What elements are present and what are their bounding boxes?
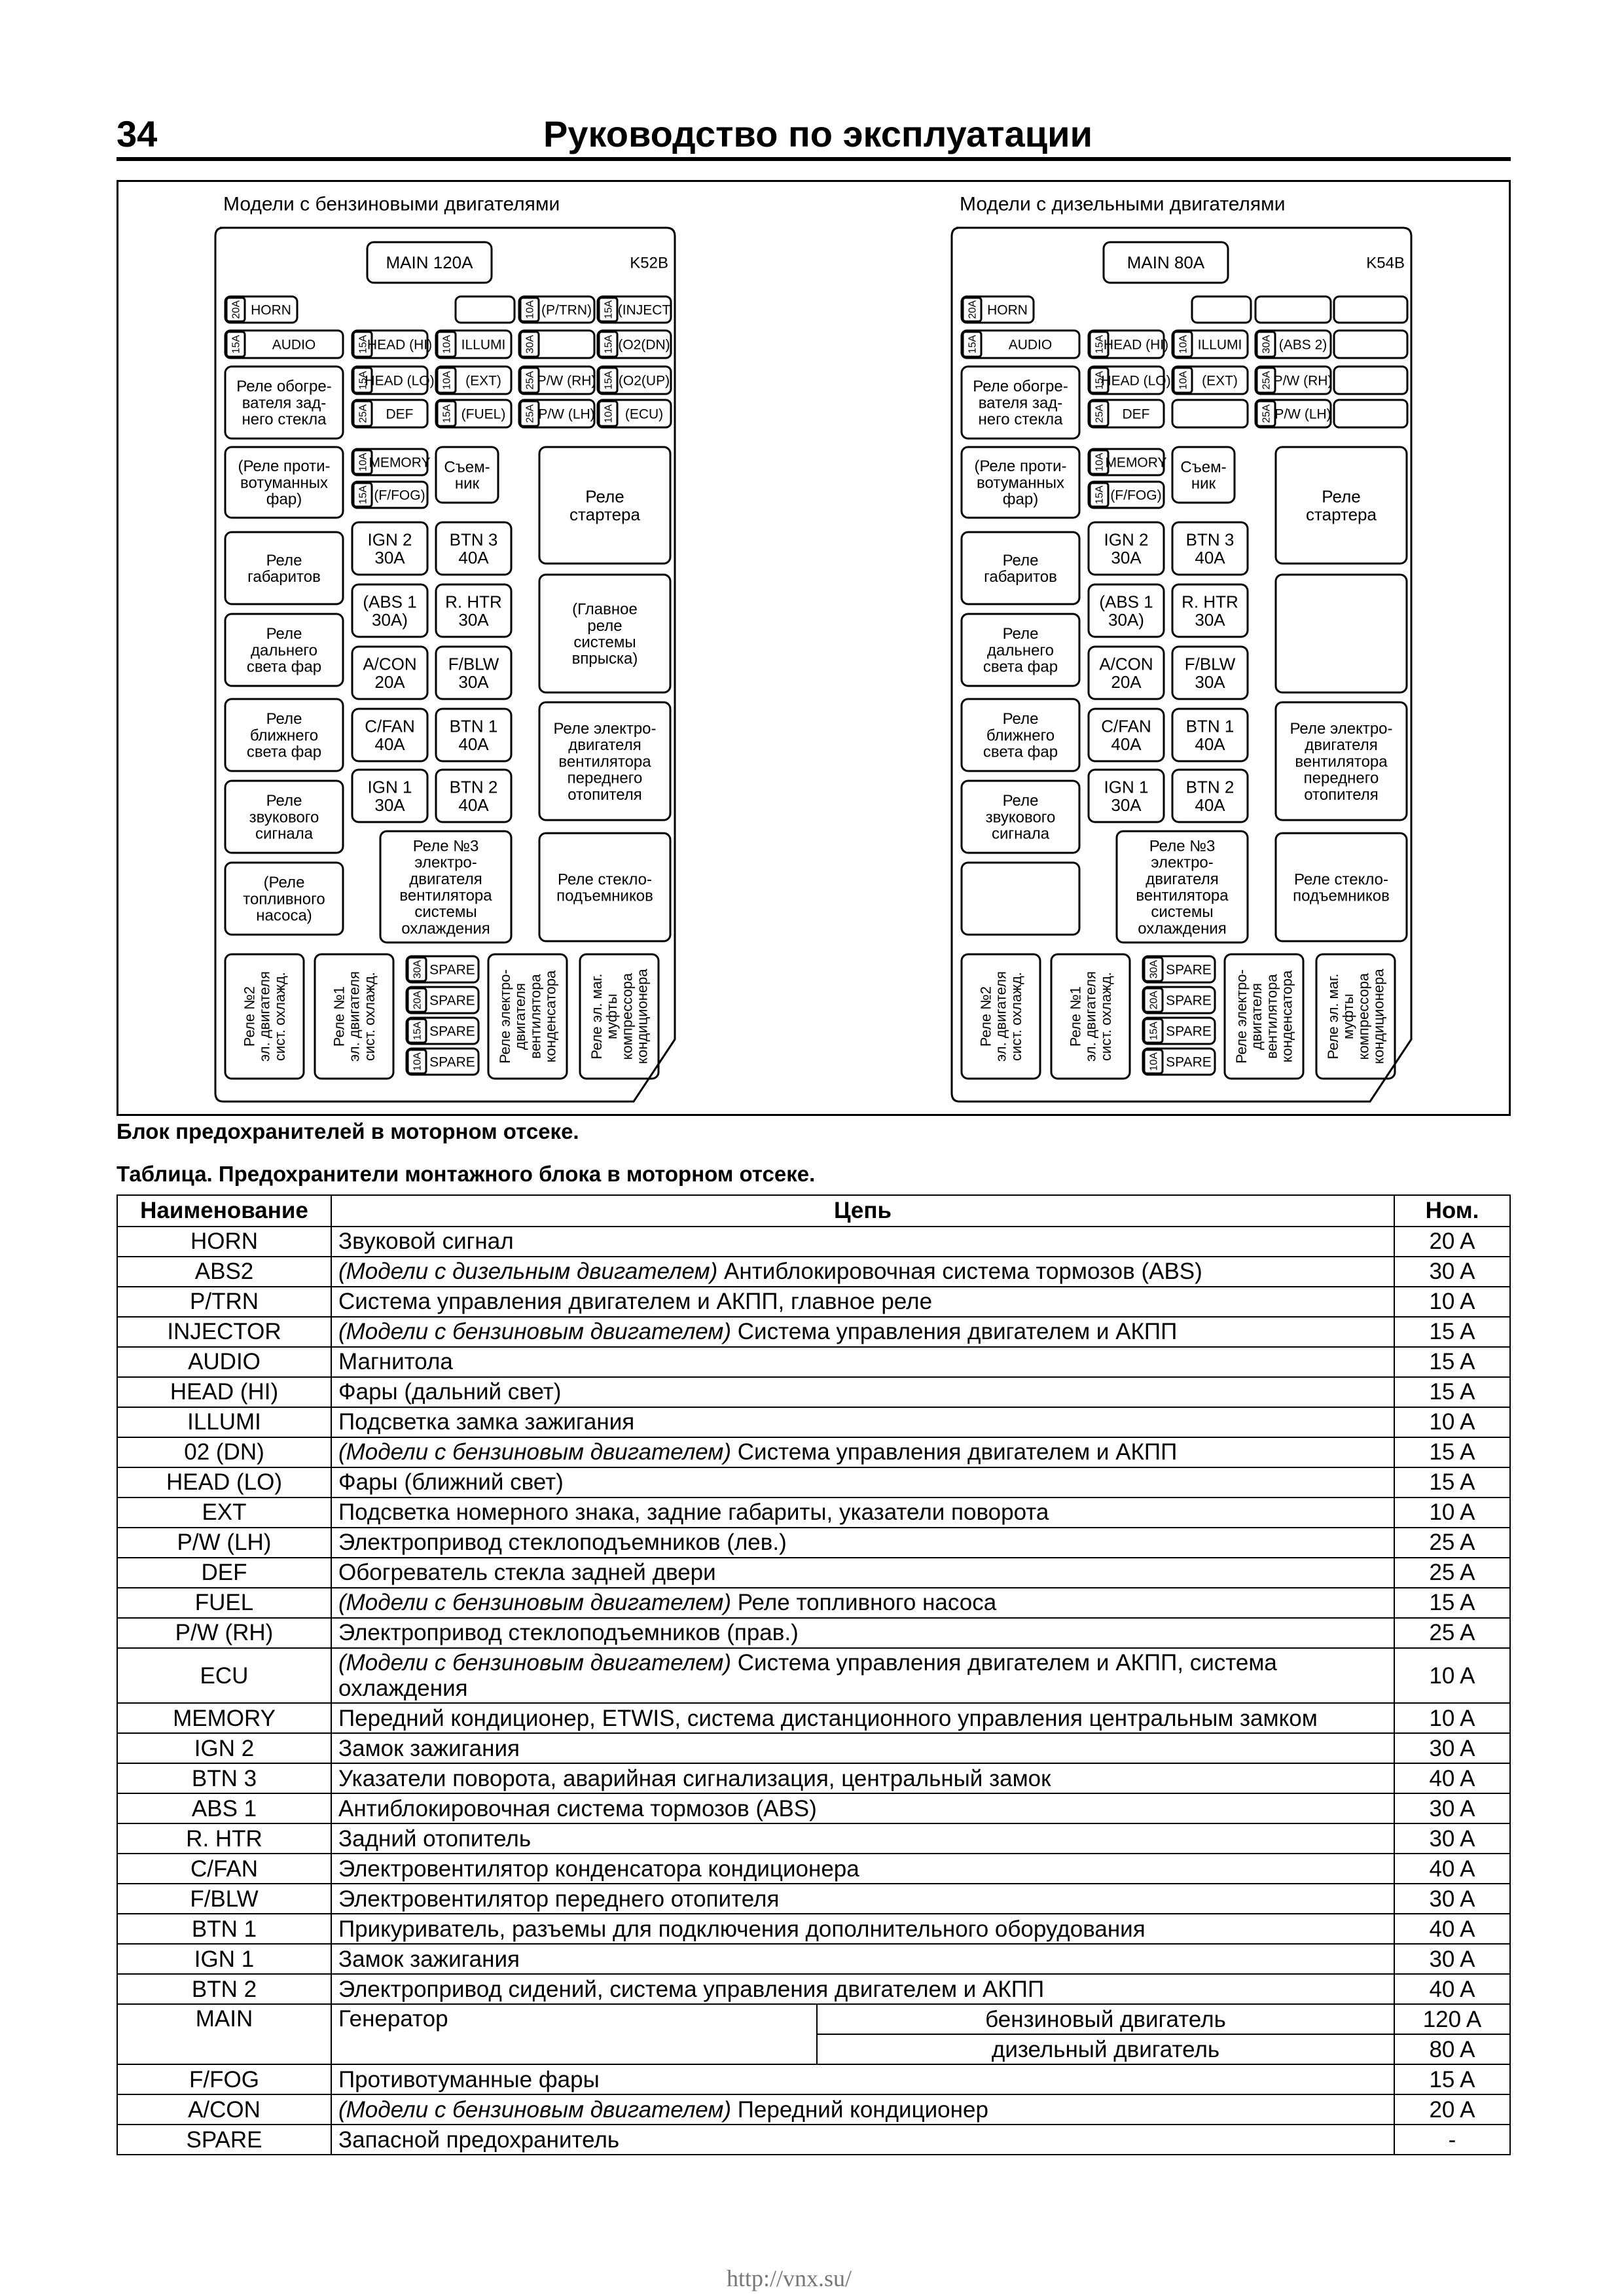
fuse-rating: 30 A — [1394, 1944, 1510, 1974]
fuse-pw-rh-label: P/W (RH) — [537, 373, 596, 389]
fuse-rating: 10 A — [1394, 1287, 1510, 1317]
fuse-rating: 30 A — [1394, 1884, 1510, 1914]
table-row — [117, 1407, 1510, 1437]
fuse-name: INJECTOR — [117, 1317, 331, 1347]
fuse-spare-label: SPARE — [1166, 1024, 1212, 1039]
fuse-head-lo-rating: 15A — [1094, 370, 1106, 390]
fuse-circuit: Фары (дальний свет) — [331, 1377, 1394, 1407]
fuse-rating: 15 A — [1394, 1317, 1510, 1347]
block-code: K52B — [630, 254, 668, 272]
fuse-spare-label: SPARE — [429, 1024, 475, 1039]
fuse-abs2-label: (ABS 2) — [1278, 337, 1327, 353]
fuse-circuit: Электропривод сидений, система управления двигателем и АКПП — [331, 1974, 1394, 2004]
relay-low-beam-label: Реле ближнего света фар — [246, 710, 322, 761]
fuse-puller-label: Съем-ник — [1180, 458, 1227, 493]
fuse-name: SPARE — [117, 2125, 331, 2155]
fuse-slot-empty — [456, 296, 514, 323]
fuse-ext-rating: 10A — [1178, 370, 1189, 390]
fuse-table — [117, 1194, 1511, 2155]
table-caption: Таблица. Предохранители монтажного блока в моторном отсеке. — [117, 1162, 816, 1186]
fuse-horn-rating: 20A — [967, 300, 979, 319]
col-header-name: Наименование — [117, 1195, 331, 1227]
fuse-rating: 25 A — [1394, 1618, 1510, 1648]
fuse-o2dn-rating: 15A — [603, 334, 615, 354]
table-row — [117, 1763, 1510, 1793]
fuse-circuit: Звуковой сигнал — [331, 1227, 1394, 1257]
fuse-spare-label: SPARE — [429, 993, 475, 1009]
fuse-ffog-label: (F/FOG) — [374, 488, 425, 503]
fuse-spare-label: SPARE — [1166, 1054, 1212, 1070]
page-title: Руководство по эксплуатации — [543, 113, 1092, 154]
fuse-ffog-rating: 15A — [1094, 485, 1106, 505]
fuse-illumi-rating: 10A — [1178, 334, 1189, 354]
fuse-memory-label: MEMORY — [369, 455, 431, 471]
fuse-name: ABS2 — [117, 1257, 331, 1287]
relay-heater-fan-label: Реле электро-двигателя вентилятора переднего отопителя — [1290, 720, 1393, 804]
fuse-spare-rating: 15A — [1148, 1021, 1160, 1041]
fuse-30a-rating: 30A — [524, 334, 536, 354]
col-header-rating: Ном. — [1394, 1195, 1510, 1227]
table-row — [117, 2094, 1510, 2125]
table-row — [117, 1287, 1510, 1317]
fuse-ffog-rating: 15A — [357, 485, 369, 505]
fuse-cfan-label: C/FAN 40A — [365, 716, 415, 754]
fuse-name: MEMORY — [117, 1703, 331, 1733]
fuse-circuit: (Модели с бензиновым двигателем) Передний кондиционер — [331, 2094, 1394, 2125]
fuse-circuit: (Модели с бензиновым двигателем) Система управления двигателем и АКПП — [331, 1317, 1394, 1347]
fuse-name: AUDIO — [117, 1347, 331, 1377]
relay-horn-label: Реле звукового сигнала — [985, 792, 1056, 843]
table-row — [117, 1648, 1510, 1703]
relay-high-beam-label: Реле дальнего света фар — [983, 625, 1058, 676]
relay-fan2-label: Реле №2эл. двигателясист. охлажд. — [241, 971, 288, 1062]
fuse-pw-lh-rating: 25A — [524, 404, 536, 423]
fuse-circuit: Указатели поворота, аварийная сигнализация, центральный замок — [331, 1763, 1394, 1793]
fuse-rating: 25 A — [1394, 1528, 1510, 1558]
fuse-spare-rating: 30A — [1148, 960, 1160, 979]
table-row — [117, 1854, 1510, 1884]
relay-rear-defog-label: Реле обогре-вателя зад-него стекла — [973, 378, 1068, 429]
col-header-circuit: Цепь — [331, 1195, 1394, 1227]
relay-starter-label: Реле стартера — [1306, 486, 1377, 524]
main-fuse-label: MAIN 120A — [386, 253, 473, 273]
fuse-rating: 30 A — [1394, 1257, 1510, 1287]
fuse-abs2-rating: 30A — [1261, 334, 1272, 354]
fuse-name: HEAD (HI) — [117, 1377, 331, 1407]
fuse-r-htr-label: R. HTR 30A — [445, 592, 502, 630]
fuse-ign1-label: IGN 1 30A — [1104, 777, 1149, 815]
table-row — [117, 1733, 1510, 1763]
fuse-cfan-label: C/FAN 40A — [1101, 716, 1151, 754]
fuse-pw-rh-rating: 25A — [524, 370, 536, 390]
fuse-fuel-label: (FUEL) — [461, 406, 506, 422]
fuse-def-label: DEF — [386, 406, 414, 422]
fuse-fblw-label: F/BLW 30A — [1184, 654, 1236, 692]
relay-fan1-label: Реле №1эл. двигателясист. охлажд. — [331, 971, 378, 1062]
fuse-rating: 20 A — [1394, 2094, 1510, 2125]
fuse-acon-label: A/CON 20A — [1099, 654, 1153, 692]
relay-windows-label: Реле стекло-подъемников — [1293, 870, 1390, 905]
diesel-fuse-block — [952, 194, 1411, 1102]
main-fuse-label: MAIN 80A — [1127, 253, 1205, 273]
fuse-btn2-label: BTN 2 40A — [1185, 777, 1235, 815]
relay-side-lights-label: Реле габаритов — [984, 551, 1057, 586]
fuse-spare-label: SPARE — [1166, 962, 1212, 978]
fuse-rating: 15 A — [1394, 1467, 1510, 1498]
fuse-ptrn-label: (P/TRN) — [541, 302, 592, 318]
fuse-rating: - — [1394, 2125, 1510, 2155]
fuse-rating: 40 A — [1394, 1974, 1510, 2004]
figure-caption: Блок предохранителей в моторном отсеке. — [117, 1119, 579, 1143]
fuse-circuit: (Модели с бензиновым двигателем) Система управления двигателем и АКПП — [331, 1437, 1394, 1467]
table-row — [117, 1793, 1510, 1823]
fuse-btn2-label: BTN 2 40A — [449, 777, 498, 815]
fuse-name: ECU — [117, 1648, 331, 1703]
fuse-circuit: Система управления двигателем и АКПП, главное реле — [331, 1287, 1394, 1317]
table-row — [117, 2004, 1510, 2034]
header-rule — [117, 157, 1511, 161]
fuse-name: FUEL — [117, 1588, 331, 1618]
fuse-name: IGN 1 — [117, 1944, 331, 1974]
fuse-spare-rating: 20A — [1148, 990, 1160, 1010]
fuse-o2up-label: (O2(UP) — [618, 373, 670, 389]
relay-fog-label: (Реле проти-вотуманных фар) — [974, 457, 1067, 509]
relay-side-lights-label: Реле габаритов — [247, 551, 321, 586]
fuse-ext-label: (EXT) — [465, 373, 501, 389]
fuse-illumi-rating: 10A — [441, 334, 453, 354]
fuse-head-hi-rating: 15A — [357, 334, 369, 354]
relay-rear-defog-label: Реле обогре-вателя зад-него стекла — [236, 378, 332, 429]
fuse-circuit: (Модели с дизельным двигателем) Антиблокировочная система тормозов (ABS) — [331, 1257, 1394, 1287]
block-heading: Модели с дизельными двигателями — [960, 193, 1286, 215]
fuse-circuit: Подсветка номерного знака, задние габариты, указатели поворота — [331, 1498, 1394, 1528]
fuse-rating: 15 A — [1394, 1437, 1510, 1467]
fuse-name: DEF — [117, 1558, 331, 1588]
fuse-rating: 40 A — [1394, 1763, 1510, 1793]
table-row — [117, 2125, 1510, 2155]
model-note: (Модели с бензиновым двигателем) — [338, 2096, 732, 2123]
table-row — [117, 1467, 1510, 1498]
fuse-rating: 10 A — [1394, 1407, 1510, 1437]
fuse-circuit: Передний кондиционер, ETWIS, система дистанционного управления центральным замком — [331, 1703, 1394, 1733]
fuse-spare-label: SPARE — [429, 1054, 475, 1070]
fuse-rating: 80 A — [1394, 2034, 1510, 2064]
footer-url: http://vnx.su/ — [727, 2265, 852, 2291]
relay-condenser-fan-label: Реле электро-двигателявентилятораконденсатора — [1233, 969, 1295, 1064]
relay-high-beam-label: Реле дальнего света фар — [246, 625, 322, 676]
fuse-slot-empty — [1334, 296, 1407, 323]
block-code: K54B — [1366, 254, 1405, 272]
fuse-abs1-label: (ABS 1 30A) — [1099, 592, 1153, 630]
fuse-head-lo-label: HEAD (LO) — [365, 373, 435, 389]
fuse-name: IGN 2 — [117, 1733, 331, 1763]
table-row — [117, 1823, 1510, 1854]
fuse-head-hi-label: HEAD (HI) — [1103, 337, 1169, 353]
fuse-circuit: Электропривод стеклоподъемников (лев.) — [331, 1528, 1394, 1558]
relay-ac-clutch-label: Реле эл. маг.муфтыкомпрессоракондиционера — [1325, 969, 1387, 1064]
fuse-inject-rating: 15A — [603, 300, 615, 319]
fuse-ffog-label: (F/FOG) — [1110, 488, 1162, 503]
table-row — [117, 1227, 1510, 1257]
model-note: (Модели с бензиновым двигателем) — [338, 1590, 732, 1616]
fuse-spare-rating: 20A — [412, 990, 424, 1010]
fuse-btn3-label: BTN 3 40A — [1185, 529, 1235, 567]
fuse-circuit: Противотуманные фары — [331, 2064, 1394, 2094]
fuse-name: ILLUMI — [117, 1407, 331, 1437]
fuse-block-diagrams — [118, 182, 1509, 1114]
fuse-circuit: Прикуриватель, разъемы для подключения дополнительного оборудования — [331, 1914, 1394, 1944]
fuse-btn1-label: BTN 1 40A — [1185, 716, 1235, 754]
relay-fan3-label: Реле №3 электро-двигателя вентилятора системы охлаждения — [399, 837, 492, 938]
fuse-name: R. HTR — [117, 1823, 331, 1854]
fuse-ext-label: (EXT) — [1202, 373, 1238, 389]
fuse-pw-lh-label: P/W (LH) — [538, 406, 595, 422]
model-note: (Модели с бензиновым двигателем) — [338, 1439, 732, 1465]
fuse-puller-label: Съем-ник — [444, 458, 490, 493]
fuse-ign2-label: IGN 2 30A — [1104, 529, 1149, 567]
fuse-name: P/W (LH) — [117, 1528, 331, 1558]
fuse-rating: 10 A — [1394, 1703, 1510, 1733]
fuse-circuit: Подсветка замка зажигания — [331, 1407, 1394, 1437]
relay-slot-empty — [1276, 575, 1407, 692]
fuse-rating: 40 A — [1394, 1854, 1510, 1884]
fuse-fuel-rating: 15A — [441, 404, 453, 423]
table-row — [117, 1944, 1510, 1974]
fuse-slot-empty — [1334, 367, 1407, 394]
fuse-circuit: Задний отопитель — [331, 1823, 1394, 1854]
table-row — [117, 1437, 1510, 1467]
fuse-slot-empty — [1255, 296, 1331, 323]
relay-starter-label: Реле стартера — [569, 486, 640, 524]
fuse-name: HEAD (LO) — [117, 1467, 331, 1498]
table-row — [117, 2064, 1510, 2094]
fuse-name: MAIN — [117, 2004, 331, 2064]
table-row — [117, 1558, 1510, 1588]
table-row — [117, 1618, 1510, 1648]
fuse-rating: 120 A — [1394, 2004, 1510, 2034]
fuse-audio-label: AUDIO — [272, 337, 316, 353]
table-row — [117, 1974, 1510, 2004]
fuse-slot-empty — [1192, 296, 1251, 323]
diagram-frame — [117, 180, 1511, 1116]
fuse-circuit: Обогреватель стекла задней двери — [331, 1558, 1394, 1588]
relay-fog-label: (Реле проти-вотуманных фар) — [238, 457, 331, 509]
fuse-inject-label: (INJECT — [617, 302, 671, 318]
fuse-pw-rh-label: P/W (RH) — [1273, 373, 1333, 389]
relay-fan1-label: Реле №1эл. двигателясист. охлажд. — [1067, 971, 1114, 1062]
fuse-circuit: (Модели с бензиновым двигателем) Реле топливного насоса — [331, 1588, 1394, 1618]
fuse-rating: 15 A — [1394, 1588, 1510, 1618]
fuse-ign2-label: IGN 2 30A — [367, 529, 412, 567]
fuse-ext-rating: 10A — [441, 370, 453, 390]
fuse-circuit: Запасной предохранитель — [331, 2125, 1394, 2155]
table-row — [117, 1498, 1510, 1528]
fuse-o2dn-label: (O2(DN) — [618, 337, 670, 353]
table-row — [117, 1377, 1510, 1407]
fuse-head-hi-label: HEAD (HI) — [367, 337, 433, 353]
fuse-rating: 15 A — [1394, 1377, 1510, 1407]
relay-fuel-pump-label: (Реле топливного насоса) — [243, 874, 325, 925]
fuse-circuit: Фары (ближний свет) — [331, 1467, 1394, 1498]
table-row — [117, 1347, 1510, 1377]
fuse-head-lo-rating: 15A — [357, 370, 369, 390]
fuse-audio-label: AUDIO — [1008, 337, 1053, 353]
table-row — [117, 1588, 1510, 1618]
fuse-illumi-label: ILLUMI — [461, 337, 506, 353]
engine-type-diesel: дизельный двигатель — [817, 2034, 1394, 2064]
model-note: (Модели с бензиновым двигателем) — [338, 1650, 732, 1676]
fuse-slot-empty — [1334, 400, 1407, 427]
fuse-circuit: Антиблокировочная система тормозов (ABS) — [331, 1793, 1394, 1823]
fuse-name: C/FAN — [117, 1854, 331, 1884]
fuse-acon-label: A/CON 20A — [363, 654, 417, 692]
fuse-rating: 25 A — [1394, 1558, 1510, 1588]
fuse-name: EXT — [117, 1498, 331, 1528]
fuse-slot-empty — [1334, 331, 1407, 358]
relay-slot-empty — [962, 863, 1079, 935]
fuse-def-rating: 25A — [1094, 404, 1106, 423]
fuse-ecu-rating: 10A — [603, 404, 615, 423]
fuse-rating: 15 A — [1394, 2064, 1510, 2094]
fuse-ptrn-rating: 10A — [524, 300, 536, 319]
fuse-circuit: (Модели с бензиновым двигателем) Система управления двигателем и АКПП, система охлаждения — [331, 1648, 1394, 1703]
fuse-audio-rating: 15A — [230, 334, 242, 354]
fuse-ecu-label: (ECU) — [624, 406, 664, 422]
relay-horn-label: Реле звукового сигнала — [249, 792, 319, 843]
fuse-spare-label: SPARE — [429, 962, 475, 978]
table-row — [117, 1914, 1510, 1944]
fuse-horn-label: HORN — [251, 302, 291, 318]
fuse-def-rating: 25A — [357, 404, 369, 423]
model-note: (Модели с бензиновым двигателем) — [338, 1319, 732, 1345]
fuse-def-label: DEF — [1122, 406, 1150, 422]
block-heading: Модели с бензиновыми двигателями — [223, 193, 560, 215]
fuse-rating: 10 A — [1394, 1648, 1510, 1703]
fuse-name: P/TRN — [117, 1287, 331, 1317]
fuse-illumi-label: ILLUMI — [1197, 337, 1242, 353]
fuse-o2up-rating: 15A — [603, 370, 615, 390]
fuse-r-htr-label: R. HTR 30A — [1182, 592, 1238, 630]
table-row — [117, 1703, 1510, 1733]
relay-condenser-fan-label: Реле электро-двигателявентилятораконденсатора — [497, 969, 559, 1064]
fuse-spare-rating: 30A — [412, 960, 424, 979]
fuse-name: BTN 3 — [117, 1763, 331, 1793]
fuse-name: 02 (DN) — [117, 1437, 331, 1467]
fuse-head-hi-rating: 15A — [1094, 334, 1106, 354]
relay-windows-label: Реле стекло-подъемников — [556, 870, 653, 905]
fuse-slot-empty — [1172, 400, 1248, 427]
fuse-name: P/W (RH) — [117, 1618, 331, 1648]
fuse-circuit: Электровентилятор конденсатора кондиционера — [331, 1854, 1394, 1884]
fuse-circuit: Электропривод стеклоподъемников (прав.) — [331, 1618, 1394, 1648]
fuse-name: BTN 1 — [117, 1914, 331, 1944]
table-row — [117, 1257, 1510, 1287]
fuse-circuit: Магнитола — [331, 1347, 1394, 1377]
fuse-memory-rating: 10A — [357, 452, 369, 472]
fuse-circuit: Замок зажигания — [331, 1733, 1394, 1763]
fuse-name: F/BLW — [117, 1884, 331, 1914]
fuse-circuit: Генератор — [331, 2004, 817, 2064]
fuse-ign1-label: IGN 1 30A — [367, 777, 412, 815]
petrol-fuse-block — [215, 194, 675, 1102]
fuse-pw-rh-rating: 25A — [1261, 370, 1272, 390]
relay-fan2-label: Реле №2эл. двигателясист. охлажд. — [977, 971, 1024, 1062]
fuse-name: F/FOG — [117, 2064, 331, 2094]
fuse-name: HORN — [117, 1227, 331, 1257]
fuse-rating: 40 A — [1394, 1914, 1510, 1944]
model-note: (Модели с дизельным двигателем) — [338, 1259, 718, 1285]
fuse-btn3-label: BTN 3 40A — [449, 529, 498, 567]
fuse-horn-label: HORN — [987, 302, 1028, 318]
fuse-spare-rating: 15A — [412, 1021, 424, 1041]
fuse-pw-lh-rating: 25A — [1261, 404, 1272, 423]
fuse-rating: 15 A — [1394, 1347, 1510, 1377]
fuse-name: BTN 2 — [117, 1974, 331, 2004]
fuse-circuit: Электровентилятор переднего отопителя — [331, 1884, 1394, 1914]
fuse-memory-label: MEMORY — [1105, 455, 1167, 471]
relay-heater-fan-label: Реле электро-двигателя вентилятора переднего отопителя — [553, 720, 657, 804]
fuse-fblw-label: F/BLW 30A — [448, 654, 499, 692]
relay-fan3-label: Реле №3 электро-двигателя вентилятора системы охлаждения — [1136, 837, 1229, 938]
fuse-spare-rating: 10A — [1148, 1052, 1160, 1071]
engine-type-petrol: бензиновый двигатель — [817, 2004, 1394, 2034]
fuse-memory-rating: 10A — [1094, 452, 1106, 472]
fuse-rating: 10 A — [1394, 1498, 1510, 1528]
relay-main-injection-label: (Главное реле системы впрыска) — [571, 600, 638, 668]
fuse-spare-label: SPARE — [1166, 993, 1212, 1009]
fuse-pw-lh-label: P/W (LH) — [1274, 406, 1331, 422]
fuse-head-lo-label: HEAD (LO) — [1101, 373, 1171, 389]
fuse-circuit: Замок зажигания — [331, 1944, 1394, 1974]
fuse-horn-rating: 20A — [230, 300, 242, 319]
fuse-rating: 20 A — [1394, 1227, 1510, 1257]
fuse-audio-rating: 15A — [967, 334, 979, 354]
table-row — [117, 1528, 1510, 1558]
fuse-spare-rating: 10A — [412, 1052, 424, 1071]
table-row — [117, 1317, 1510, 1347]
fuse-rating: 30 A — [1394, 1793, 1510, 1823]
page-number: 34 — [117, 113, 158, 154]
fuse-rating: 30 A — [1394, 1733, 1510, 1763]
fuse-name: ABS 1 — [117, 1793, 331, 1823]
fuse-btn1-label: BTN 1 40A — [449, 716, 498, 754]
table-row — [117, 1884, 1510, 1914]
fuse-abs1-label: (ABS 1 30A) — [363, 592, 417, 630]
relay-low-beam-label: Реле ближнего света фар — [983, 710, 1058, 761]
fuse-rating: 30 A — [1394, 1823, 1510, 1854]
relay-ac-clutch-label: Реле эл. маг.муфтыкомпрессоракондиционера — [588, 969, 651, 1064]
fuse-name: A/CON — [117, 2094, 331, 2125]
